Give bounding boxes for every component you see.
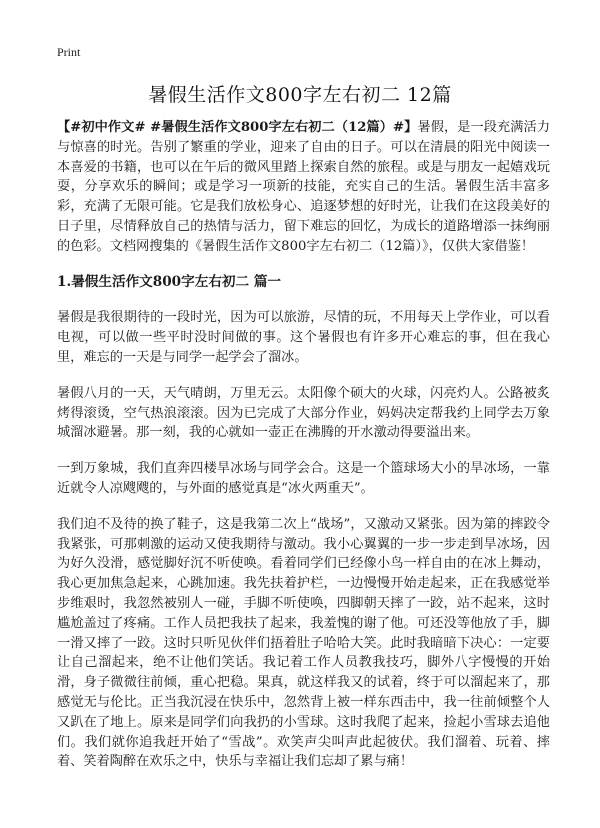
body-paragraph-1: 暑假是我很期待的一段时光，因为可以旅游，尽情的玩，不用每天上学作业，可以看电视，可以做一些平时没时间做的事。这个暑假也有许多开心难忘的事，但在我心里，难忘的一天是与同学一起学会了溜冰。 <box>57 310 550 365</box>
body-paragraph-3: 一到万象城，我们直奔四楼旱冰场与同学会合。这是一个篮球场大小的旱冰场，一靠近就令人凉飕飕的，与外面的感觉真是“冰火两重天”。 <box>57 461 550 496</box>
body-paragraph-4: 我们迫不及待的换了鞋子，这是我第二次上“战场”，又激动又紧张。因为第的摔跤令我紧张，可那刺激的运动又使我期待与激动。我小心翼翼的一步一步走到旱冰场，因为好久没滑，感觉脚好沉不听使唤。看着同学们已经像小鸟一样自由的在冰上舞动，我心更加焦急起来，心跳加速。我先扶着护栏，一边慢慢开始走起来，正在我感觉举步维艰时，我忽然被别人一碰，手脚不听使唤，四脚朝天摔了一跤，站不起来，这时尴尬盖过了疼痛。工作人员把我扶了起来，我羞愧的谢了他。可还没等他放了手，脚一滑又摔了一跤。这时只听见伙伴们捂着肚子哈哈大笑。此时我暗暗下决心：一定要让自己溜起来，绝不让他们笑话。我记着工作人员教我技巧，脚外八字慢慢的开始滑，身子微微往前倾，重心把稳。果真，就这样我又的试着，终于可以溜起来了，那感觉无与伦比。正当我沉浸在快乐中，忽然背上被一样东西击中，我一往前倾整个人又趴在了地上。原来是同学们向我扔的小雪球。这时我爬了起来，捡起小雪球去追他们。我们就你追我赶开始了“雪战”。欢笑声尖叫声此起彼伏。我们溜着、玩着、摔着、笑着陶醉在欢乐之中，快乐与幸福让我们忘却了累与痛！ <box>57 516 550 770</box>
document-body <box>57 118 550 788</box>
section-heading: 1.暑假生活作文800字左右初二 篇一 <box>57 273 282 290</box>
body-paragraph-2: 暑假八月的一天，天气晴朗，万里无云。太阳像个硕大的火球，闪亮灼人。公路被炙烤得滚烫，空气热浪滚滚。因为已完成了大部分作业，妈妈决定帮我约上同学去万象城溜冰避暑。那一刻，我的心就如一壶正在沸腾的开水激动得要溢出来。 <box>57 385 550 441</box>
intro-tag-prefix: 【#初中作文# #暑假生活作文800字左右初二（12篇）#】 <box>57 120 418 135</box>
print-label: Print <box>57 45 81 59</box>
intro-text: 暑假，是一段充满活力与惊喜的时光。告别了繁重的学业，迎来了自由的日子。可以在清晨的阳光中阅读一本喜爱的书籍，也可以在午后的微风里踏上探索自然的旅程。或是与朋友一起嬉戏玩耍，分享欢乐的瞬间；或是学习一项新的技能，充实自己的生活。暑假生活丰富多彩，充满了无限可能。它是我们放松身心、追逐梦想的好时光，让我们在这段美好的日子里，尽情释放自己的热情与活力，留下难忘的回忆，为成长的道路增添一抹绚丽的色彩。文档网搜集的《暑假生活作文800字左右初二（12篇）》，仅供大家借鉴！ <box>57 120 551 254</box>
intro-paragraph <box>57 118 550 257</box>
page-title: 暑假生活作文800字左右初二 12篇 <box>148 84 452 106</box>
